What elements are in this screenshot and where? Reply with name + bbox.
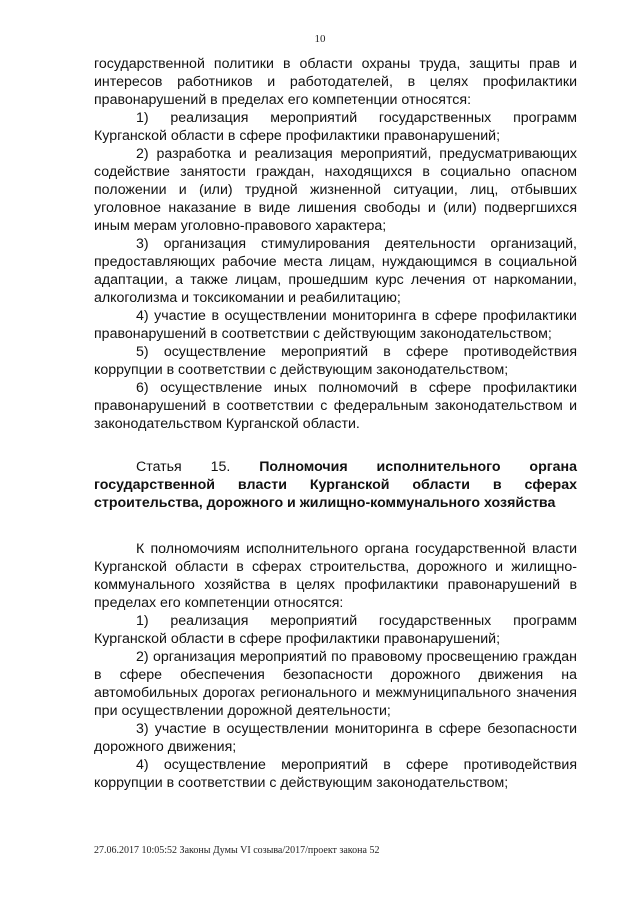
- section-b-item-4: 4) осуществление мероприятий в сфере противодействия коррупции в соответствии с действующим законодательством;: [94, 757, 577, 791]
- article-title: Полномочия исполнительного органа государственной власти Курганской области в сферах строительства, дорожного и жилищно-коммунального хозяйства: [94, 459, 578, 511]
- section-b-item-2: 2) организация мероприятий по правовому просвещению граждан в сфере обеспечения безопасности дорожного движения на автомобильных дорогах регионального и межмуниципального значения при осуществлении дорожной деятельности;: [94, 649, 577, 719]
- page-number: 10: [314, 33, 326, 45]
- document-footer: 27.06.2017 10:05:52 Законы Думы VI созыва/2017/проект закона 52: [94, 845, 380, 856]
- document-body: [94, 55, 577, 792]
- section-a-intro: государственной политики в области охраны труда, защиты прав и интересов работников и работодателей, в целях профилактики правонарушений в пределах его компетенции относятся:: [94, 56, 577, 108]
- section-b-item-3: 3) участие в осуществлении мониторинга в сфере безопасности дорожного движения;: [94, 721, 577, 755]
- section-b-intro: К полномочиям исполнительного органа государственной власти Курганской области в сферах строительства, дорожного и жилищно-коммунального хозяйства в целях профилактики правонарушений в пределах его компетенции относятся:: [94, 541, 577, 611]
- section-a-item-3: 3) организация стимулирования деятельности организаций, предоставляющих рабочие места лицам, нуждающимся в социальной адаптации, а также лицам, прошедшим курс лечения от наркомании, алкоголизма и токсикомании и реабилитацию;: [94, 236, 577, 306]
- article-label: Статья 15.: [136, 459, 231, 475]
- section-a-item-1: 1) реализация мероприятий государственных программ Курганской области в сфере профилактики правонарушений;: [94, 110, 577, 144]
- section-a-item-2: 2) разработка и реализация мероприятий, предусматривающих содействие занятости граждан, находящихся в социально опасном положении и (или) трудной жизненной ситуации, лиц, отбывших уголовное наказание в виде лишения свободы и (или) подвергшихся иным мерам уголовно-правового характера;: [94, 146, 577, 234]
- article-heading: [94, 458, 577, 512]
- section-a-item-6: 6) осуществление иных полномочий в сфере профилактики правонарушений в соответствии с федеральным законодательством и законодательством Курганской области.: [94, 380, 577, 432]
- section-b-item-1: 1) реализация мероприятий государственных программ Курганской области в сфере профилактики правонарушений;: [94, 613, 577, 647]
- section-a-item-5: 5) осуществление мероприятий в сфере противодействия коррупции в соответствии с действующим законодательством;: [94, 344, 577, 378]
- section-a-item-4: 4) участие в осуществлении мониторинга в сфере профилактики правонарушений в соответствии с действующим законодательством;: [94, 308, 577, 342]
